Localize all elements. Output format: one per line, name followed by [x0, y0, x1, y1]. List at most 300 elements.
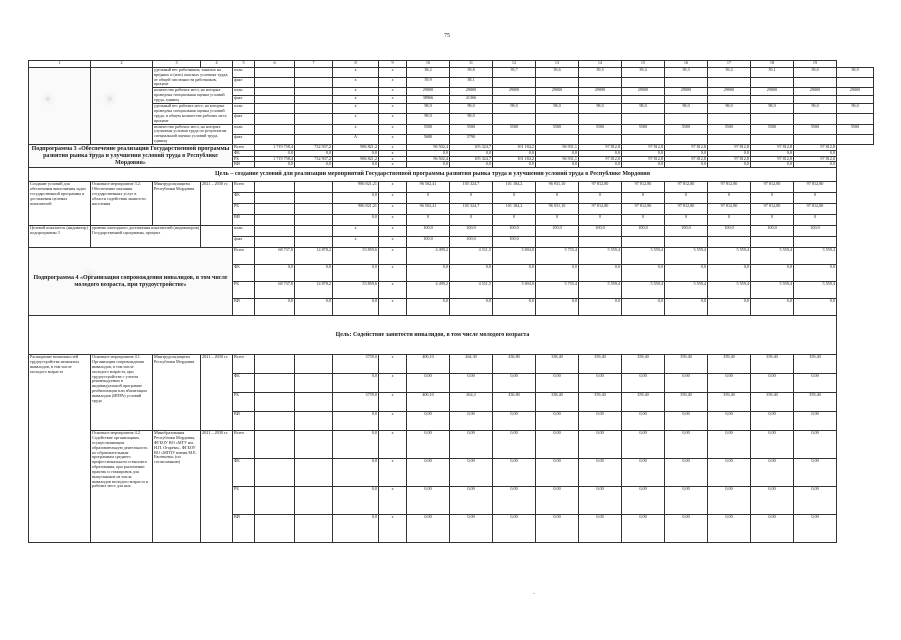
value-cell: 5790	[450, 134, 493, 144]
value-cell: 359,40	[579, 355, 622, 374]
value-cell: x	[333, 114, 379, 124]
blank-cell	[29, 68, 91, 145]
value-cell	[295, 431, 333, 459]
value-cell: 0,00	[450, 459, 493, 487]
fund-source: ФБ	[233, 150, 255, 156]
executor: Минтрудсоцзащиты Республики Мордовия	[153, 182, 201, 226]
value-cell	[295, 355, 333, 374]
value-cell: 97 812,80	[794, 204, 837, 215]
value-cell: 0,00	[493, 515, 536, 543]
column-number: 8	[333, 61, 379, 68]
column-number: 15	[622, 61, 665, 68]
value-cell: 0,0	[493, 299, 536, 316]
value-cell	[255, 237, 295, 248]
value-cell: 98,0	[708, 104, 751, 114]
value-cell: 101 184,2	[493, 182, 536, 193]
value-cell: 5500	[708, 124, 751, 134]
value-cell: 0,0	[333, 299, 379, 316]
value-cell	[708, 78, 751, 88]
value-cell: 5 559,4	[751, 248, 794, 265]
value-cell: 3759,0	[333, 355, 379, 374]
target-indicator-row	[29, 226, 874, 237]
value-cell	[295, 412, 333, 431]
value-cell: 0,0	[450, 299, 493, 316]
value-cell: 0,00	[579, 515, 622, 543]
value-cell: x	[333, 237, 379, 248]
value-cell	[665, 78, 708, 88]
value-cell: 0,00	[579, 459, 622, 487]
value-cell: 0,00	[536, 431, 579, 459]
column-number: 1	[29, 61, 91, 68]
value-cell: 0,00	[407, 487, 450, 515]
value-cell: 0,0	[255, 299, 295, 316]
value-cell: 986 821,2	[333, 156, 379, 162]
value-cell: 0,0	[751, 150, 794, 156]
value-cell: 29000	[579, 88, 622, 96]
period: 2021 – 2030 гг.	[201, 355, 233, 431]
value-cell: 97 812,80	[579, 204, 622, 215]
value-cell: x	[379, 459, 407, 487]
value-cell: 97 812,8	[794, 144, 837, 150]
value-cell: 0,0	[794, 162, 837, 168]
value-cell: x	[379, 134, 407, 144]
value-cell: 96 502,4	[407, 156, 450, 162]
value-cell: 0,00	[493, 374, 536, 393]
value-cell: 29000	[708, 88, 751, 96]
column-number: 6	[255, 61, 295, 68]
value-cell: 0,0	[493, 265, 536, 282]
value-cell: 0	[665, 193, 708, 204]
value-cell: 0,0	[295, 299, 333, 316]
value-cell: 0,00	[751, 374, 794, 393]
value-cell: 97 812,8	[579, 144, 622, 150]
value-cell: 264,3	[450, 393, 493, 412]
period: 2021 – 2030 гг.	[201, 431, 233, 543]
value-cell	[536, 96, 579, 104]
value-cell: 96 931,1	[536, 144, 579, 150]
value-cell	[295, 237, 333, 248]
header-row	[29, 61, 874, 68]
value-cell	[295, 96, 333, 104]
value-cell: 97 812,80	[708, 204, 751, 215]
value-cell: 359,40	[622, 355, 665, 374]
value-cell: x	[379, 88, 407, 96]
value-cell: 359,40	[794, 393, 837, 412]
value-cell: x	[333, 124, 379, 134]
value-cell: 0,0	[579, 150, 622, 156]
target-label: Целевой показатель (индикатор) подпрограммы 3	[29, 226, 91, 248]
value-cell: 5 559,4	[622, 282, 665, 299]
value-cell: 986 821,21	[333, 182, 379, 193]
value-cell: 0,0	[708, 162, 751, 168]
value-cell: 53 859,6	[333, 282, 379, 299]
value-cell: 0,0	[665, 265, 708, 282]
fund-source: РБ	[233, 282, 255, 299]
value-cell: 105 324,7	[450, 204, 493, 215]
value-cell: 0,00	[751, 412, 794, 431]
value-cell: 0,00	[536, 412, 579, 431]
plan-fact-label: факт	[233, 96, 255, 104]
value-cell: 39,4	[622, 68, 665, 78]
value-cell: 5500	[579, 124, 622, 134]
value-cell: x	[379, 162, 407, 168]
value-cell: x	[379, 431, 407, 459]
value-cell	[536, 134, 579, 144]
value-cell: x	[333, 88, 379, 96]
value-cell	[837, 78, 874, 88]
column-number: 2	[91, 61, 153, 68]
value-cell	[751, 134, 794, 144]
column-number: 5	[233, 61, 255, 68]
value-cell: 0,00	[407, 374, 450, 393]
value-cell: 98,0	[622, 104, 665, 114]
value-cell: 0,00	[579, 412, 622, 431]
value-cell	[255, 104, 295, 114]
plan-fact-label: факт	[233, 78, 255, 88]
value-cell: 5 559,4	[579, 282, 622, 299]
value-cell: 0,00	[536, 374, 579, 393]
measure-4-2-row	[29, 431, 874, 459]
value-cell: 5 559,4	[665, 248, 708, 265]
value-cell: 359,40	[665, 393, 708, 412]
value-cell: 29000	[665, 88, 708, 96]
value-cell	[255, 374, 295, 393]
value-cell: 0,0	[708, 265, 751, 282]
fund-source: ФБ	[233, 193, 255, 204]
column-number: 12	[493, 61, 536, 68]
footer-mark: -	[533, 592, 535, 597]
value-cell	[665, 134, 708, 144]
value-cell	[622, 96, 665, 104]
value-cell: 97 812,80	[622, 182, 665, 193]
value-cell: 41366	[450, 96, 493, 104]
value-cell: 0,0	[333, 515, 379, 543]
value-cell: 97 812,8	[751, 156, 794, 162]
value-cell: 5680	[407, 134, 450, 144]
value-cell	[751, 78, 794, 88]
value-cell: 338,40	[536, 393, 579, 412]
value-cell: 97 812,80	[751, 182, 794, 193]
value-cell: 97 812,80	[622, 204, 665, 215]
value-cell: 96 931,10	[536, 204, 579, 215]
fund-source: Всего	[233, 431, 255, 459]
value-cell	[255, 78, 295, 88]
fund-source: ФБ	[233, 459, 255, 487]
value-cell: 97 812,8	[708, 144, 751, 150]
value-cell	[255, 204, 295, 215]
column-number: 11	[450, 61, 493, 68]
value-cell: x	[333, 104, 379, 114]
value-cell	[708, 114, 751, 124]
measure-name: Основное мероприятие 4.1. Организация сопровождения инвалидов, в том числе молодого возраста, при трудоустройстве с учетом рекомендуемых в индивидуальной программе реабилитации или абилитации инвалидов (ИПРА) условий труда	[91, 355, 153, 431]
value-cell: x	[379, 193, 407, 204]
value-cell: 0,00	[751, 459, 794, 487]
value-cell: x	[379, 237, 407, 248]
value-cell: 98,0	[751, 104, 794, 114]
value-cell: 436,80	[493, 355, 536, 374]
value-cell: 3759,0	[333, 393, 379, 412]
goal-row	[29, 168, 874, 182]
value-cell	[751, 114, 794, 124]
value-cell: 96 502,41	[407, 182, 450, 193]
value-cell: 0,0	[450, 265, 493, 282]
value-cell: 5500	[837, 124, 874, 134]
value-cell: x	[379, 204, 407, 215]
indicator-row	[29, 104, 874, 114]
value-cell: 986 821,2	[333, 144, 379, 150]
value-cell: 5500	[751, 124, 794, 134]
value-cell: 0,00	[708, 487, 751, 515]
plan-fact-label: план	[233, 104, 255, 114]
value-cell: 100,0	[407, 226, 450, 237]
value-cell: x	[379, 182, 407, 193]
value-cell: x	[379, 393, 407, 412]
value-cell: 0,0	[407, 299, 450, 316]
value-cell: 732 937,2	[295, 156, 333, 162]
value-cell: 0,00	[622, 412, 665, 431]
value-cell: 0	[622, 215, 665, 226]
value-cell	[295, 215, 333, 226]
value-cell: 96 502,4	[407, 144, 450, 150]
value-cell	[255, 355, 295, 374]
value-cell: 0	[579, 215, 622, 226]
value-cell: 100,0	[493, 226, 536, 237]
value-cell: 0,00	[665, 431, 708, 459]
value-cell: 0,0	[450, 150, 493, 156]
value-cell: x	[379, 265, 407, 282]
value-cell: 0,0	[665, 150, 708, 156]
value-cell	[493, 78, 536, 88]
value-cell	[255, 114, 295, 124]
value-cell: 0,0	[333, 265, 379, 282]
value-cell: 98,0	[407, 104, 450, 114]
value-cell: 29000	[751, 88, 794, 96]
value-cell	[837, 114, 874, 124]
value-cell: 0,00	[407, 515, 450, 543]
value-cell: 4 499,2	[407, 282, 450, 299]
value-cell: x	[333, 78, 379, 88]
value-cell: 68 737,8	[255, 282, 295, 299]
value-cell	[255, 182, 295, 193]
value-cell	[837, 96, 874, 104]
value-cell: 100,0	[493, 237, 536, 248]
value-cell: 38,1	[450, 78, 493, 88]
fund-source: РБ	[233, 204, 255, 215]
value-cell	[622, 134, 665, 144]
value-cell	[295, 78, 333, 88]
value-cell: 0,0	[579, 299, 622, 316]
value-cell: 0,0	[579, 265, 622, 282]
value-cell: x	[379, 374, 407, 393]
value-cell	[295, 226, 333, 237]
value-cell: 0,0	[665, 162, 708, 168]
value-cell: 5500	[407, 124, 450, 134]
value-cell	[794, 114, 837, 124]
plan-fact-label: факт	[233, 114, 255, 124]
value-cell: 0,0	[255, 265, 295, 282]
column-number: 4	[201, 61, 233, 68]
financing-table	[28, 60, 874, 543]
value-cell: 0,00	[708, 374, 751, 393]
fund-source: ВИ	[233, 162, 255, 168]
value-cell: 0,0	[333, 162, 379, 168]
value-cell: 0,0	[665, 299, 708, 316]
value-cell: 0	[751, 193, 794, 204]
value-cell: 0,00	[493, 412, 536, 431]
value-cell	[295, 204, 333, 215]
indicator-row	[29, 88, 874, 96]
value-cell: 0,0	[333, 215, 379, 226]
column-number: 3	[153, 61, 201, 68]
value-cell	[665, 237, 708, 248]
value-cell: 0	[536, 193, 579, 204]
task-name: Расширение возможностей трудоустройства незанятых инвалидов, в том числе молодого возраста	[29, 355, 91, 543]
value-cell	[255, 88, 295, 96]
indicator-name: удельный вес работников, занятых на вредных и (или) опасных условиях труда, от общей численности работников, процент	[153, 68, 233, 88]
value-cell: 359,40	[579, 393, 622, 412]
value-cell: x	[379, 96, 407, 104]
value-cell	[295, 193, 333, 204]
value-cell: 359,40	[665, 355, 708, 374]
value-cell: 0,00	[794, 412, 837, 431]
value-cell: 5 755,4	[536, 248, 579, 265]
value-cell: 97 812,8	[665, 156, 708, 162]
value-cell: 97 812,80	[665, 204, 708, 215]
value-cell: 0,0	[407, 265, 450, 282]
value-cell	[751, 237, 794, 248]
value-cell: 0,0	[333, 193, 379, 204]
value-cell	[255, 226, 295, 237]
value-cell	[536, 78, 579, 88]
value-cell: 29000	[794, 88, 837, 96]
value-cell: 0	[493, 215, 536, 226]
value-cell: 5 694,0	[493, 248, 536, 265]
value-cell	[794, 96, 837, 104]
value-cell	[665, 96, 708, 104]
value-cell: 100,0	[579, 226, 622, 237]
value-cell	[579, 114, 622, 124]
value-cell: A	[333, 134, 379, 144]
value-cell: 0,0	[333, 412, 379, 431]
value-cell: 0,0	[794, 265, 837, 282]
fund-source: ВИ	[233, 299, 255, 316]
value-cell	[255, 96, 295, 104]
value-cell: 0,00	[622, 431, 665, 459]
value-cell: 359,40	[622, 393, 665, 412]
column-number: 19	[794, 61, 837, 68]
value-cell: 0,00	[794, 515, 837, 543]
value-cell: 5500	[665, 124, 708, 134]
value-cell: 0	[708, 193, 751, 204]
value-cell: 98,0	[450, 114, 493, 124]
value-cell: 0,0	[622, 162, 665, 168]
indicator-row	[29, 68, 874, 78]
value-cell: 0	[536, 215, 579, 226]
value-cell: 0	[450, 215, 493, 226]
value-cell: 0	[622, 193, 665, 204]
value-cell: 0,0	[333, 374, 379, 393]
value-cell: 39,9	[407, 78, 450, 88]
fund-source: РБ	[233, 156, 255, 162]
value-cell: 359,40	[751, 355, 794, 374]
value-cell	[255, 412, 295, 431]
column-number: 9	[379, 61, 407, 68]
value-cell: 400,10	[407, 393, 450, 412]
value-cell: 0,00	[450, 487, 493, 515]
value-cell: 0,00	[708, 459, 751, 487]
value-cell: 0	[407, 193, 450, 204]
value-cell: 0,00	[751, 515, 794, 543]
target-description: уровень ежегодного достижения показателей (индикаторов) Государственной программы, процент	[91, 226, 201, 248]
value-cell: 0,00	[493, 459, 536, 487]
value-cell: 0,0	[536, 162, 579, 168]
task-name: Создание условий для обеспечения выполнения задач государственной программы и достижения целевых показателей	[29, 182, 91, 226]
value-cell: 97 812,8	[622, 144, 665, 150]
value-cell	[708, 237, 751, 248]
value-cell	[255, 459, 295, 487]
value-cell: 0,0	[622, 150, 665, 156]
value-cell: 0,00	[579, 374, 622, 393]
value-cell: 0,0	[751, 265, 794, 282]
goal-row	[29, 316, 874, 355]
value-cell: 0,00	[708, 412, 751, 431]
value-cell: 0,00	[665, 412, 708, 431]
value-cell: 29000	[837, 88, 874, 96]
value-cell: 5500	[622, 124, 665, 134]
value-cell	[794, 78, 837, 88]
value-cell: 0,00	[665, 374, 708, 393]
value-cell	[295, 459, 333, 487]
value-cell: 39,1	[751, 68, 794, 78]
value-cell: 0,00	[450, 412, 493, 431]
value-cell: 0,00	[493, 431, 536, 459]
value-cell: 39,2	[708, 68, 751, 78]
value-cell	[622, 114, 665, 124]
value-cell: x	[379, 215, 407, 226]
value-cell	[579, 96, 622, 104]
value-cell: 97 812,80	[794, 182, 837, 193]
column-number: 14	[579, 61, 622, 68]
value-cell: 1 719 758,4	[255, 156, 295, 162]
value-cell: 100,0	[665, 226, 708, 237]
value-cell: x	[379, 412, 407, 431]
value-cell: 68 737,8	[255, 248, 295, 265]
value-cell	[255, 515, 295, 543]
value-cell	[493, 134, 536, 144]
column-number: 17	[708, 61, 751, 68]
value-cell: 986 821,21	[333, 204, 379, 215]
value-cell: 97 812,8	[665, 144, 708, 150]
value-cell	[493, 114, 536, 124]
value-cell: 338,40	[536, 355, 579, 374]
page-number: 75	[444, 33, 450, 39]
column-number: 13	[536, 61, 579, 68]
value-cell: 97 812,8	[708, 156, 751, 162]
value-cell: 98,0	[837, 104, 874, 114]
value-cell: 39,7	[493, 68, 536, 78]
plan-fact-label: факт	[233, 134, 255, 144]
value-cell: 39,5	[579, 68, 622, 78]
value-cell: 0,00	[665, 515, 708, 543]
value-cell: x	[379, 144, 407, 150]
value-cell	[665, 114, 708, 124]
value-cell: 0,00	[751, 487, 794, 515]
value-cell: 0,0	[536, 150, 579, 156]
fund-source: Всего	[233, 355, 255, 374]
subprogram-4-row	[29, 248, 874, 265]
value-cell: x	[379, 104, 407, 114]
value-cell: 98,0	[665, 104, 708, 114]
